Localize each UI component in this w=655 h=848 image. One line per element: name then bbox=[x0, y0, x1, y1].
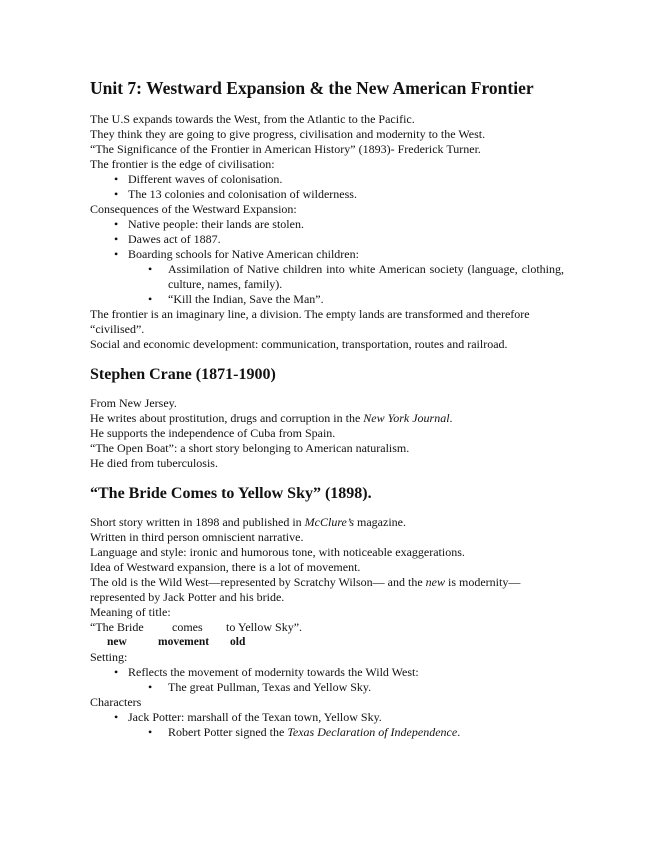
list-item: • The 13 colonies and colonisation of wilderness. bbox=[90, 187, 564, 202]
closing-line: The frontier is an imaginary line, a division. The empty lands are transformed and therefore “civilised”. bbox=[90, 307, 530, 336]
meaning-word: old bbox=[230, 636, 246, 648]
setting-label: Setting: bbox=[90, 650, 128, 664]
title-part: “The Bride bbox=[90, 620, 144, 634]
title-meaning-row bbox=[90, 635, 564, 650]
text-run: The old is the Wild West—represented by Scratchy Wilson— and the bbox=[90, 575, 426, 589]
title-breakdown-row bbox=[90, 620, 564, 635]
crane-line bbox=[90, 411, 564, 426]
meaning-word: new bbox=[107, 636, 127, 648]
text-run: . bbox=[457, 725, 461, 739]
list-item-label: Boarding schools for Native American children: bbox=[128, 247, 359, 261]
characters-label: Characters bbox=[90, 695, 142, 709]
bride-line: Idea of Westward expansion, there is a lot of movement. bbox=[90, 560, 361, 574]
consequences-list bbox=[90, 217, 564, 307]
intro-line: The frontier is the edge of civilisation: bbox=[90, 157, 275, 171]
declaration-title: Texas Declaration of Independence bbox=[287, 725, 458, 739]
list-item-label: Reflects the movement of modernity towards the Wild West: bbox=[128, 665, 419, 679]
text-run: . bbox=[449, 411, 453, 425]
list-item: • Different waves of colonisation. bbox=[90, 172, 564, 187]
magazine-title: McClure’s bbox=[304, 515, 354, 529]
intro-line: They think they are going to give progress, civilisation and modernity to the West. bbox=[90, 127, 486, 141]
journal-title: New York Journal bbox=[363, 411, 450, 425]
title-part: comes bbox=[172, 620, 203, 634]
text-run: Short story written in 1898 and published in bbox=[90, 515, 305, 529]
list-item bbox=[90, 710, 564, 740]
bride-line bbox=[90, 515, 564, 530]
list-item bbox=[90, 665, 564, 695]
text-run: He writes about prostitution, drugs and corruption in the bbox=[90, 411, 364, 425]
document-body bbox=[90, 77, 564, 740]
characters-list bbox=[90, 710, 564, 740]
list-item: • Native people: their lands are stolen. bbox=[90, 217, 564, 232]
bride-line: Language and style: ironic and humorous tone, with noticeable exaggerations. bbox=[90, 545, 465, 559]
crane-line: “The Open Boat”: a short story belonging to American naturalism. bbox=[90, 441, 410, 455]
crane-line: He died from tuberculosis. bbox=[90, 456, 218, 470]
text-run: magazine. bbox=[354, 515, 406, 529]
list-item: • Dawes act of 1887. bbox=[90, 232, 564, 247]
sub-list-item: • Assimilation of Native children into white American society (language, clothing, culture, names, family). bbox=[128, 262, 564, 292]
crane-heading: Stephen Crane (1871-1900) bbox=[90, 366, 276, 383]
setting-sublist bbox=[128, 680, 564, 695]
crane-line: From New Jersey. bbox=[90, 396, 177, 410]
meaning-word: movement bbox=[158, 636, 210, 648]
text-run: is modernity—represented by Jack Potter and his bride. bbox=[90, 575, 521, 604]
emphasis-new: new bbox=[425, 575, 446, 589]
setting-list bbox=[90, 665, 564, 695]
crane-line: He supports the independence of Cuba from Spain. bbox=[90, 426, 336, 440]
meaning-label: Meaning of title: bbox=[90, 605, 171, 619]
unit-title: Unit 7: Westward Expansion & the New American Frontier bbox=[90, 78, 534, 98]
text-run: Robert Potter signed the bbox=[168, 725, 288, 739]
intro-line: The U.S expands towards the West, from the Atlantic to the Pacific. bbox=[90, 112, 415, 126]
characters-sublist bbox=[128, 725, 564, 740]
title-part: to Yellow Sky”. bbox=[226, 620, 303, 634]
consequences-heading: Consequences of the Westward Expansion: bbox=[90, 202, 297, 216]
sub-list-item: • “Kill the Indian, Save the Man”. bbox=[128, 292, 564, 307]
closing-line: Social and economic development: communication, transportation, routes and railroad. bbox=[90, 337, 508, 351]
sub-list-item bbox=[128, 725, 564, 740]
bride-line bbox=[90, 575, 564, 605]
bride-heading: “The Bride Comes to Yellow Sky” (1898). bbox=[90, 485, 372, 502]
bride-line: Written in third person omniscient narrative. bbox=[90, 530, 304, 544]
sub-list-item: • The great Pullman, Texas and Yellow Sky. bbox=[128, 680, 564, 695]
frontier-list bbox=[90, 172, 564, 202]
intro-line: “The Significance of the Frontier in American History” (1893)- Frederick Turner. bbox=[90, 142, 481, 156]
list-item-label: Jack Potter: marshall of the Texan town, Yellow Sky. bbox=[128, 710, 382, 724]
boarding-sublist bbox=[128, 262, 564, 307]
list-item bbox=[90, 247, 564, 307]
